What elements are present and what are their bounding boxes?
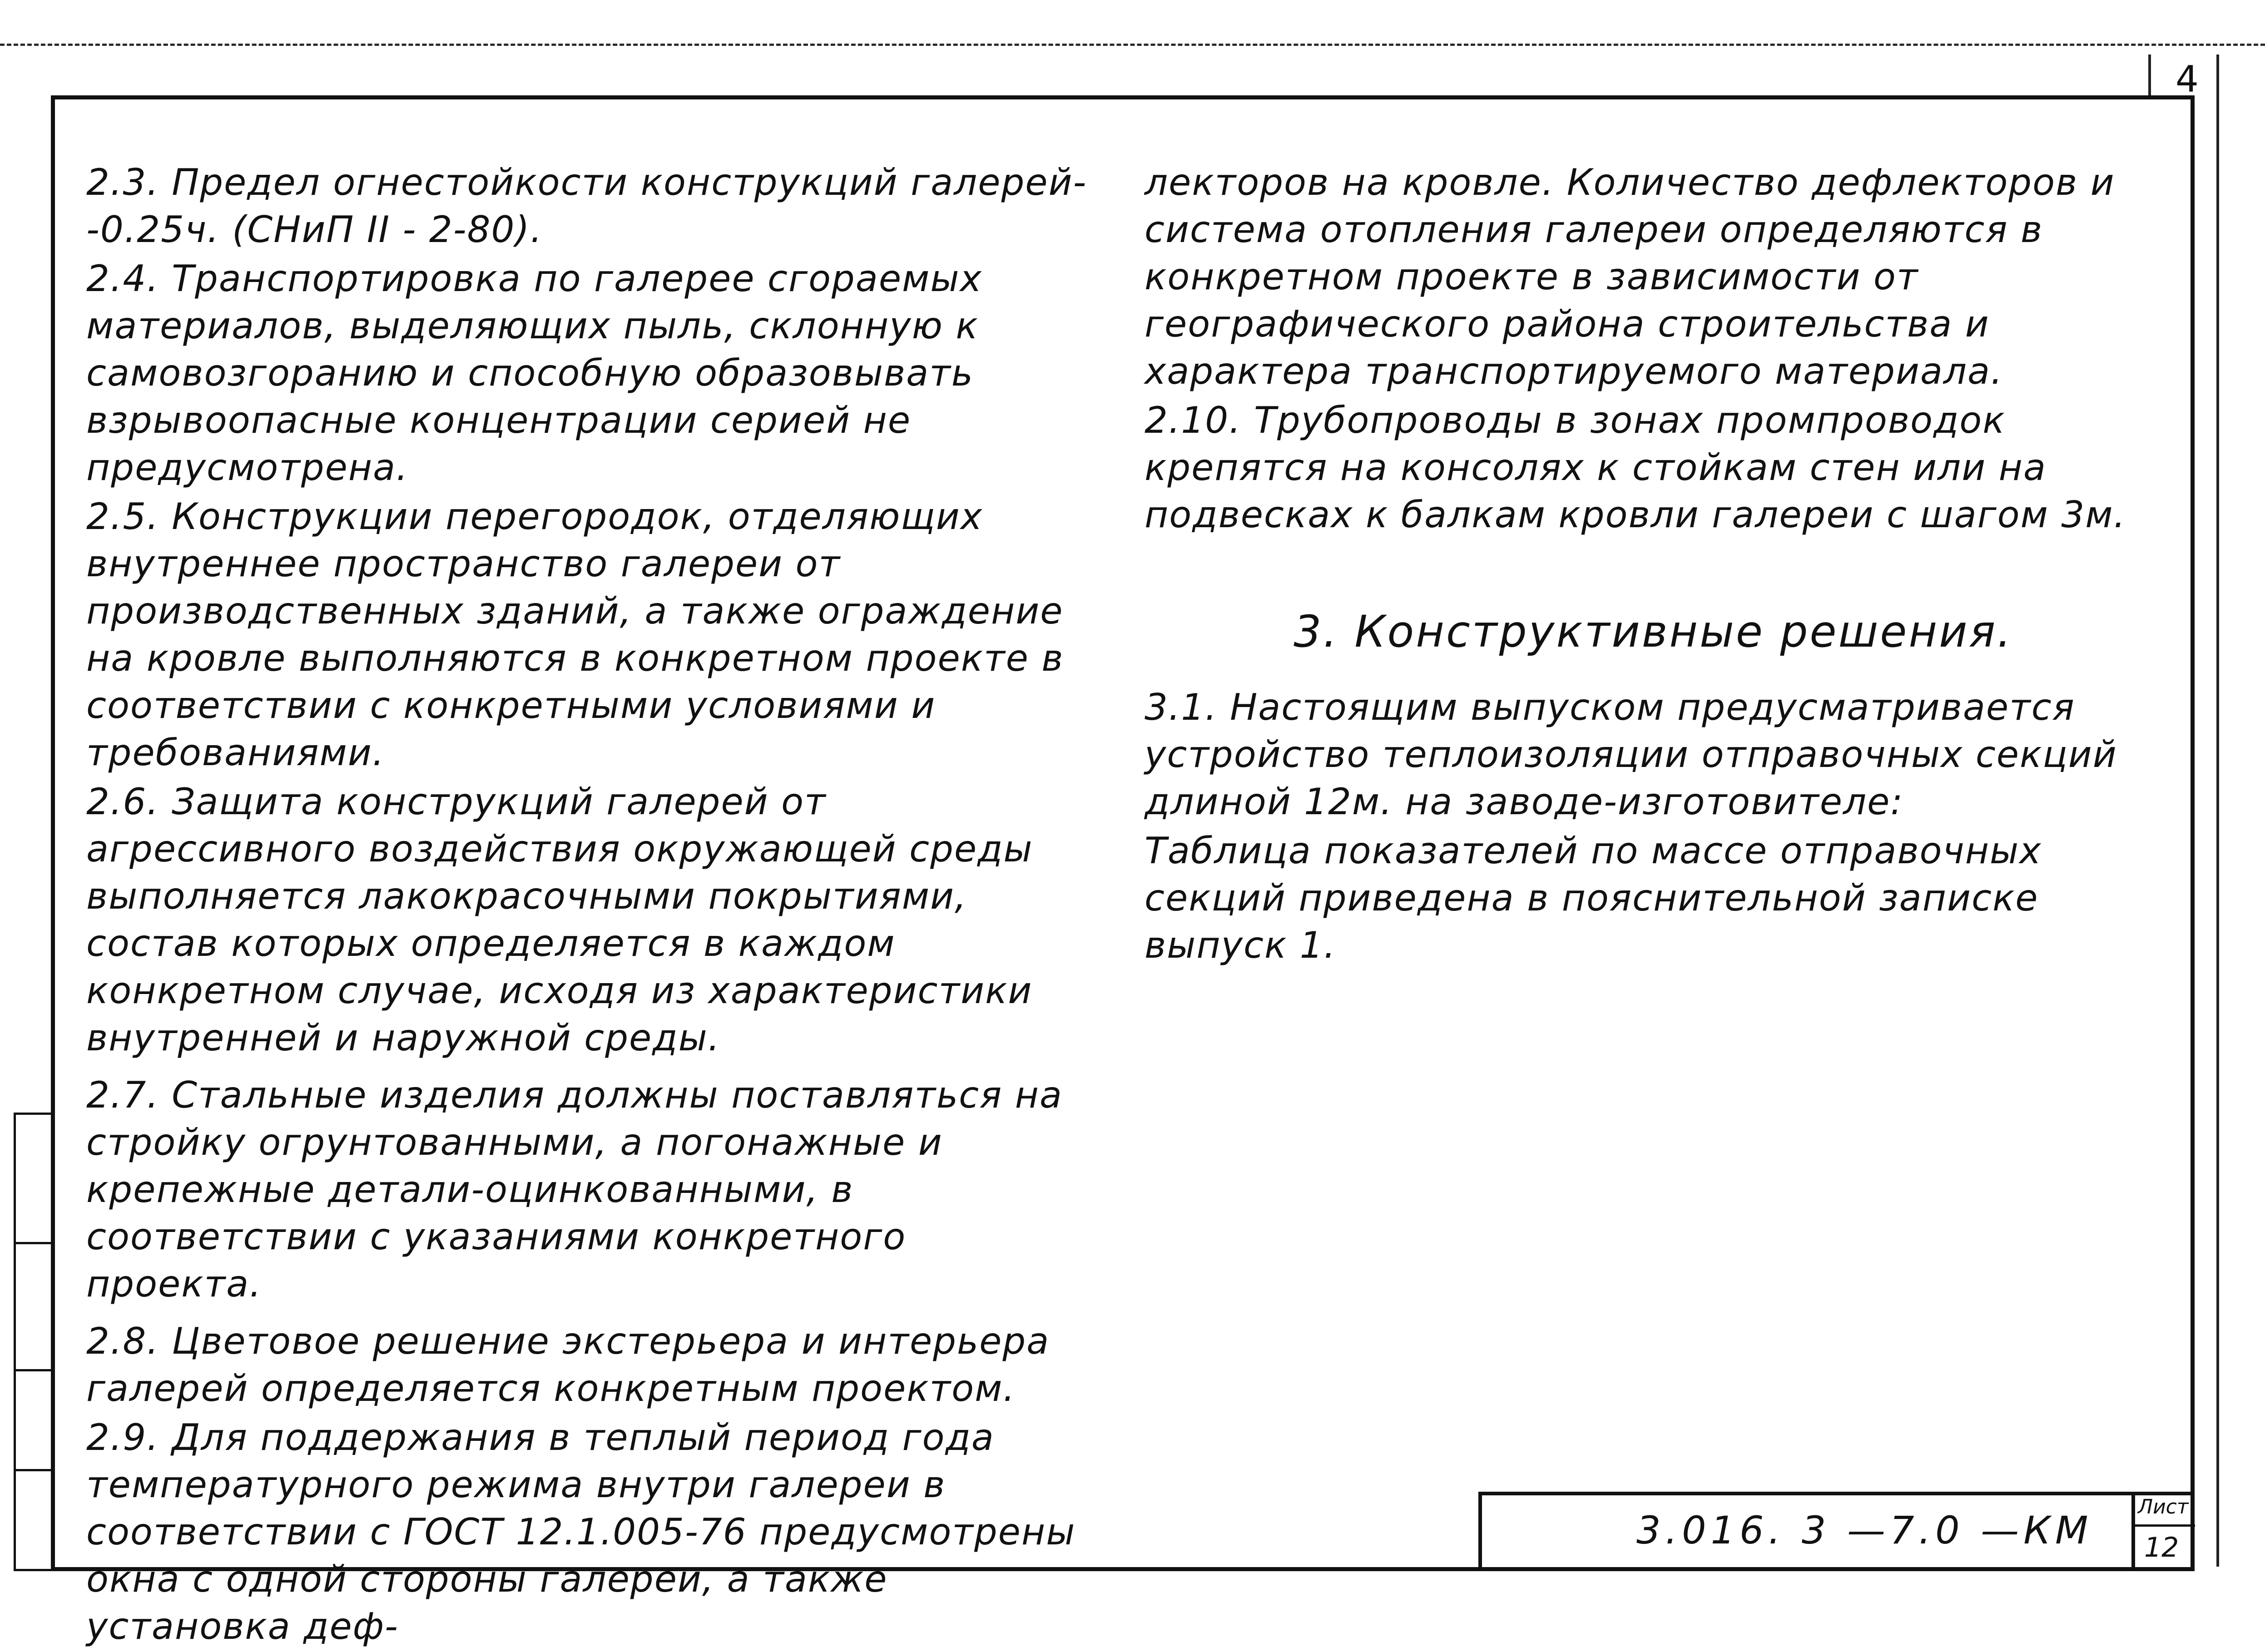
document-code: 3.016. 3 —7.0 —КМ [1636,1508,2093,1553]
paragraph-2-9: 2.9. Для поддержания в теплый период года температурного режима внутри галереи в соответствии с ГОСТ 12.1.005-76 предусмотрены окна с одной стороны галереи, а также установка деф- [86,1416,1076,1647]
right-column [1145,159,2162,971]
strip-divider [16,1242,53,1244]
paragraph-2-10: 2.10. Трубопроводы в зонах промпроводок крепятся на консолях к стойкам стен или на подвесках к балкам кровли галереи с шагом 3м. [1145,399,2126,536]
strip-divider [16,1469,53,1471]
paragraph-table-note: Таблица показателей по массе отправочных секций приведена в пояснительной записке выпуск 1. [1145,830,2042,966]
left-column [86,159,1090,1652]
outer-border-line [2216,54,2219,1567]
sheet-number: 12 [2144,1532,2179,1563]
sheet-label: Лист [2138,1495,2189,1518]
paragraph-2-7: 2.7. Стальные изделия должны поставляться на стройку огрунтованными, а погонажные и крепежные детали-оцинкованными, в соответствии с указаниями конкретного проекта. [86,1074,1063,1305]
paragraph-3-1: 3.1. Настоящим выпуском предусматривается устройство теплоизоляции отправочных секций длиной 12м. на заводе-изготовителе: [1145,686,2117,823]
sheet-cell [2131,1492,2195,1571]
paragraph-2-8: 2.8. Цветовое решение экстерьера и интерьера галерей определяется конкретным проектом. [86,1320,1050,1410]
sheet-divider [2135,1524,2195,1527]
paragraph-2-4: 2.4. Транспортировка по галерее сгораемых материалов, выделяющих пыль, склонную к самовозгоранию и способную образовывать взрывоопасные концентрации серией не предусмотрена. [86,257,982,489]
strip-divider [16,1369,53,1371]
corner-mark: 4 [2176,58,2199,100]
paragraph-2-5: 2.5. Конструкции перегородок, отделяющих внутреннее пространство галереи от производственных зданий, а также ограждение на кровле выполняются в конкретном проекте в соответствии с конкретными условиями и требованиями. [86,495,1064,774]
paragraph-2-9-continued: лекторов на кровле. Количество дефлекторов и система отопления галереи определяются в конкретном проекте в зависимости от географического района строительства и характера транспортируемого материала. [1145,161,2115,392]
paragraph-2-3: 2.3. Предел огнестойкости конструкций галерей- -0.25ч. (СНиП II - 2-80). [86,161,1087,251]
section-title: 3. Конструктивные решения. [1294,606,2013,657]
title-block [1478,1492,2191,1571]
binding-strip [14,1113,51,1571]
paragraph-2-6: 2.6. Защита конструкций галерей от агрессивного воздействия окружающей среды выполняется лакокрасочными покрытиями, состав которых определяется в каждом конкретном случае, исходя из характеристики внутренней и наружной среды. [86,781,1033,1059]
corner-tick [2148,54,2151,98]
scan-top-edge [0,44,2265,46]
